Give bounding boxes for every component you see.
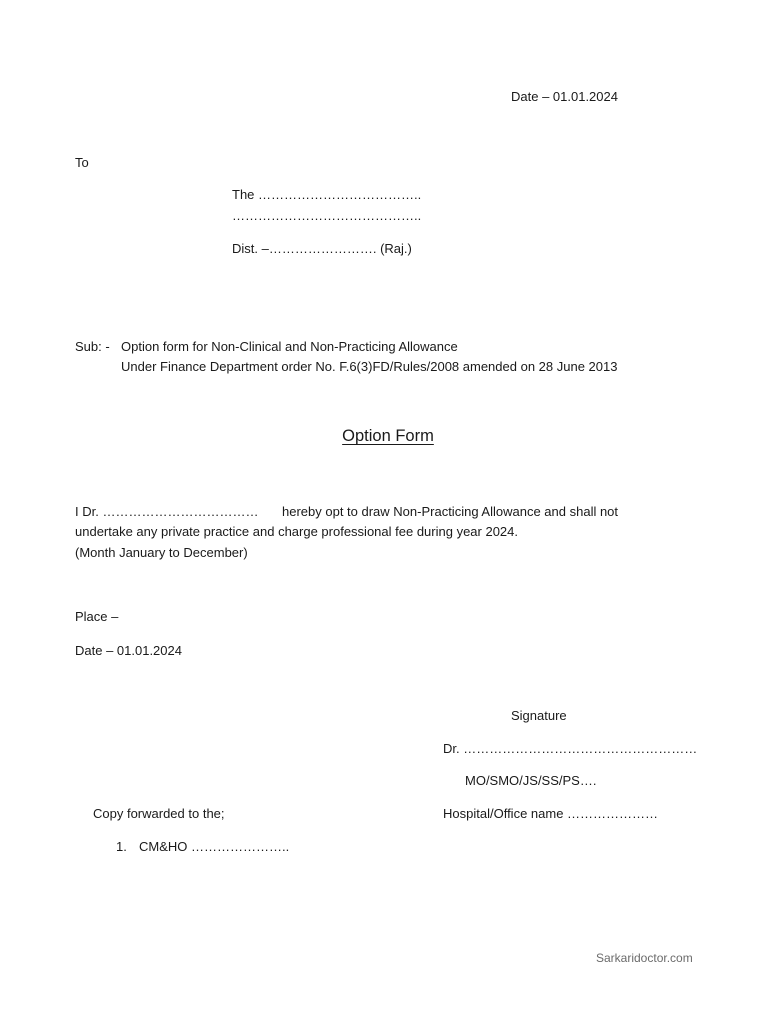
place-field: Place – [75, 609, 119, 624]
copy-item-text: CM&HO ………………….. [139, 839, 290, 854]
address-to: To [75, 155, 89, 170]
signature-doctor-name: Dr. ……………………………………………… [443, 741, 698, 756]
address-line-1: The ……………………………….. [232, 187, 422, 202]
body-line-3: (Month January to December) [75, 545, 248, 560]
signature-designation: MO/SMO/JS/SS/PS…. [465, 773, 597, 788]
copy-forwarded-label: Copy forwarded to the; [93, 806, 225, 821]
body-line-2: undertake any private practice and charge professional fee during year 2024. [75, 524, 519, 539]
signature-hospital: Hospital/Office name ………………… [443, 806, 659, 821]
address-line-2: …………………………………….. [232, 208, 422, 223]
header-date: Date – 01.01.2024 [511, 89, 618, 104]
body-line-1-suffix: hereby opt to draw Non-Practicing Allowance and shall not [282, 504, 619, 519]
copy-item-number: 1. [116, 839, 127, 854]
footer-date: Date – 01.01.2024 [75, 643, 182, 658]
address-district: Dist. –……………………. (Raj.) [232, 241, 412, 256]
page-title: Option Form [342, 427, 434, 445]
body-line-1-prefix: I Dr. ……………………………… [75, 504, 259, 519]
subject-label: Sub: - [75, 339, 110, 354]
subject-line-1: Option form for Non-Clinical and Non-Practicing Allowance [121, 339, 458, 354]
signature-label: Signature [511, 708, 567, 723]
subject-line-2: Under Finance Department order No. F.6(3)FD/Rules/2008 amended on 28 June 2013 [121, 359, 618, 374]
watermark: Sarkaridoctor.com [596, 951, 693, 965]
